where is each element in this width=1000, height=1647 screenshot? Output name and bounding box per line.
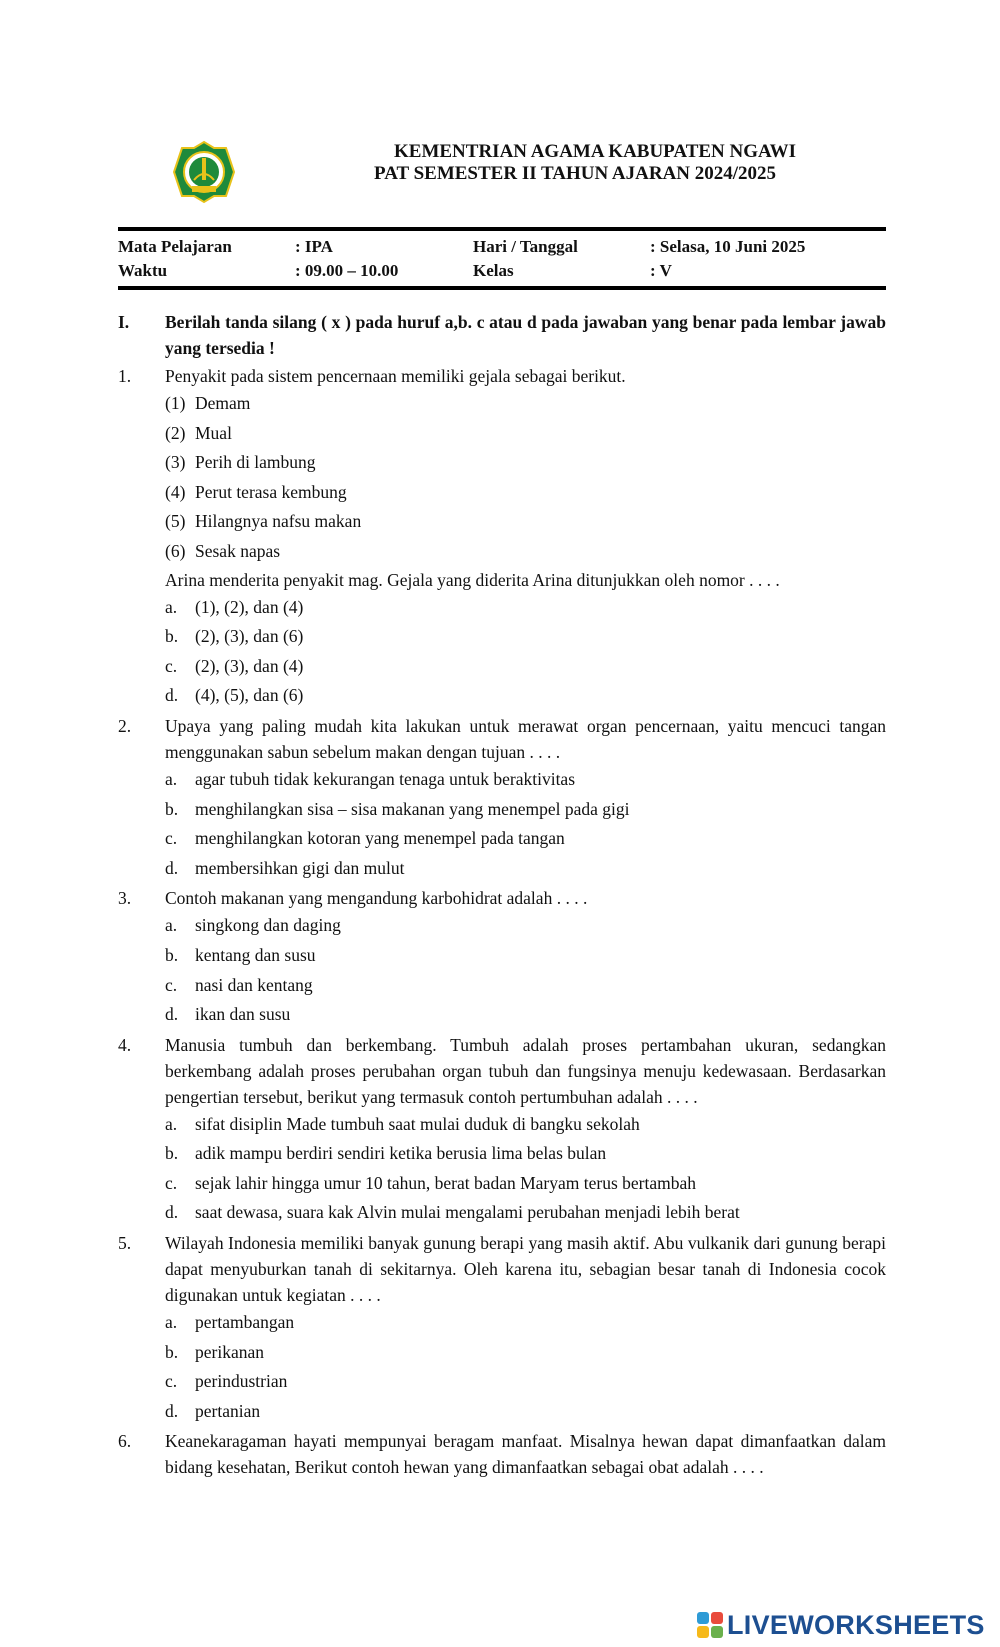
answer-option: [165, 1367, 886, 1397]
statement-item: [165, 419, 886, 449]
statement-label: (2): [165, 422, 186, 443]
answer-option: [165, 941, 886, 971]
option-text: pertambangan: [195, 1312, 295, 1333]
question-1: [118, 363, 886, 711]
option-text: membersihkan gigi dan mulut: [195, 857, 405, 878]
question-number: 4.: [118, 1034, 132, 1055]
option-label: c.: [165, 974, 178, 995]
section-number: I.: [118, 312, 130, 332]
option-text: menghilangkan sisa – sisa makanan yang menempel pada gigi: [195, 798, 630, 819]
question-text: Penyakit pada sistem pencernaan memiliki gejala sebagai berikut.: [165, 366, 626, 386]
statement-item: [165, 507, 886, 537]
question-4: [118, 1032, 886, 1228]
option-text: pertanian: [195, 1400, 261, 1421]
option-text: saat dewasa, suara kak Alvin mulai mengalami perubahan menjadi lebih berat: [195, 1202, 740, 1223]
option-label: c.: [165, 828, 178, 849]
header-rule-bottom: [118, 286, 886, 290]
option-label: a.: [165, 596, 178, 617]
option-label: d.: [165, 857, 179, 878]
option-text: (1), (2), dan (4): [195, 596, 304, 617]
statement-item: [165, 537, 886, 567]
info-row-2: [118, 261, 886, 285]
option-label: d.: [165, 1202, 179, 1223]
answer-option: [165, 911, 886, 941]
question-2: [118, 713, 886, 883]
header-line-2: PAT SEMESTER II TAHUN AJARAN 2024/2025: [374, 163, 777, 184]
answer-option: [165, 1308, 886, 1338]
day-label: Hari / Tanggal: [473, 237, 578, 256]
header-line-1: KEMENTRIAN AGAMA KABUPATEN NGAWI: [394, 141, 797, 162]
option-label: d.: [165, 1400, 179, 1421]
option-text: sifat disiplin Made tumbuh saat mulai duduk di bangku sekolah: [195, 1113, 640, 1134]
exam-content: [118, 309, 886, 1480]
question-number: 1.: [118, 366, 132, 386]
option-label: c.: [165, 655, 178, 676]
question-text: Upaya yang paling mudah kita lakukan untuk merawat organ pencernaan, yaitu mencuci tangan menggunakan sabun sebelum makan dengan tujuan . . . .: [165, 715, 886, 762]
question-6: [118, 1428, 886, 1480]
option-text: adik mampu berdiri sendiri ketika berusia lima belas bulan: [195, 1143, 607, 1164]
option-label: a.: [165, 1113, 178, 1134]
question-list: [118, 363, 886, 1480]
answer-option: [165, 593, 886, 623]
statement-text: Perih di lambung: [195, 452, 316, 473]
answer-option: [165, 765, 886, 795]
statement-label: (5): [165, 511, 186, 532]
option-label: d.: [165, 1004, 179, 1025]
option-text: (2), (3), dan (6): [195, 626, 304, 647]
answer-option: [165, 1338, 886, 1368]
statement-label: (3): [165, 452, 186, 473]
option-text: sejak lahir hingga umur 10 tahun, berat badan Maryam terus bertambah: [195, 1172, 697, 1193]
option-text: perindustrian: [195, 1371, 288, 1392]
question-text: Keanekaragaman hayati mempunyai beragam manfaat. Misalnya hewan dapat dimanfaatkan dalam bidang kesehatan, Berikut contoh hewan yang dimanfaatkan sebagai obat adalah . . . .: [165, 1431, 886, 1478]
answer-option: [165, 1397, 886, 1427]
option-text: perikanan: [195, 1341, 264, 1362]
option-text: singkong dan daging: [195, 915, 341, 936]
class-label: Kelas: [473, 261, 514, 280]
question-3: [118, 885, 886, 1029]
answer-option: [165, 824, 886, 854]
subject-value: : IPA: [295, 237, 333, 256]
liveworksheets-brand: [697, 1610, 985, 1640]
question-text: Manusia tumbuh dan berkembang. Tumbuh adalah proses pertambahan ukuran, sedangkan berkembang adalah proses perubahan organ tubuh dan fungsinya menuju kedewasaan. Berdasarkan pengertian tersebut, berikut yang termasuk contoh pertumbuhan adalah . . . .: [165, 1034, 886, 1107]
answer-option: [165, 1000, 886, 1030]
option-text: ikan dan susu: [195, 1004, 291, 1025]
statement-item: [165, 478, 886, 508]
question-number: 6.: [118, 1431, 132, 1452]
option-text: kentang dan susu: [195, 944, 316, 965]
option-label: c.: [165, 1172, 178, 1193]
answer-option: [165, 1139, 886, 1169]
option-label: b.: [165, 1143, 179, 1164]
class-value: : V: [650, 261, 672, 280]
option-label: a.: [165, 768, 178, 789]
option-label: a.: [165, 915, 178, 936]
statement-label: (4): [165, 481, 186, 502]
option-text: agar tubuh tidak kekurangan tenaga untuk beraktivitas: [195, 768, 576, 789]
answer-option: [165, 652, 886, 682]
answer-option: [165, 681, 886, 711]
header-rule-top: [118, 227, 886, 231]
statement-item: [165, 448, 886, 478]
option-label: b.: [165, 1341, 179, 1362]
answer-option: [165, 1169, 886, 1199]
section-instruction: [118, 309, 886, 361]
statement-label: (6): [165, 540, 186, 561]
option-label: b.: [165, 626, 179, 647]
answer-option: [165, 1110, 886, 1140]
statement-text: Perut terasa kembung: [195, 481, 347, 502]
answer-option: [165, 622, 886, 652]
day-value: : Selasa, 10 Juni 2025: [650, 237, 806, 256]
statement-text: Hilangnya nafsu makan: [195, 511, 362, 532]
option-text: (2), (3), dan (4): [195, 655, 304, 676]
statement-item: [165, 389, 886, 419]
kemenag-logo-icon: [172, 140, 236, 204]
question-5: [118, 1230, 886, 1426]
subject-label: Mata Pelajaran: [118, 237, 232, 256]
time-label: Waktu: [118, 261, 168, 280]
answer-option: [165, 971, 886, 1001]
statement-text: Mual: [195, 422, 232, 443]
time-value: : 09.00 – 10.00: [295, 261, 399, 280]
question-text: Contoh makanan yang mengandung karbohidrat adalah . . . .: [165, 888, 588, 909]
option-label: c.: [165, 1371, 178, 1392]
question-stem: Arina menderita penyakit mag. Gejala yang diderita Arina ditunjukkan oleh nomor . . . .: [165, 569, 780, 590]
statement-label: (1): [165, 393, 186, 413]
option-label: a.: [165, 1312, 178, 1333]
question-number: 5.: [118, 1233, 132, 1254]
info-row-1: [118, 237, 886, 261]
question-number: 2.: [118, 715, 132, 736]
answer-option: [165, 1198, 886, 1228]
answer-option: [165, 795, 886, 825]
question-text: Wilayah Indonesia memiliki banyak gunung berapi yang masih aktif. Abu vulkanik dari gunung berapi dapat menyuburkan tanah di sekitarnya. Oleh karena itu, sebagian besar tanah di Indonesia cocok digunakan untuk kegiatan . . . .: [165, 1233, 886, 1306]
answer-option: [165, 854, 886, 884]
option-label: b.: [165, 798, 179, 819]
question-number: 3.: [118, 888, 132, 909]
option-text: menghilangkan kotoran yang menempel pada tangan: [195, 828, 565, 849]
statement-text: Demam: [195, 393, 251, 413]
statement-text: Sesak napas: [195, 540, 281, 561]
instruction-text: Berilah tanda silang ( x ) pada huruf a,b. c atau d pada jawaban yang benar pada lembar jawab yang tersedia !: [165, 312, 886, 358]
exam-info: [118, 237, 886, 285]
option-text: nasi dan kentang: [195, 974, 313, 995]
option-label: d.: [165, 685, 179, 706]
option-label: b.: [165, 944, 179, 965]
liveworksheets-logo-icon: [697, 1612, 723, 1638]
brand-text: LIVEWORKSHEETS: [727, 1609, 985, 1640]
option-text: (4), (5), dan (6): [195, 685, 304, 706]
